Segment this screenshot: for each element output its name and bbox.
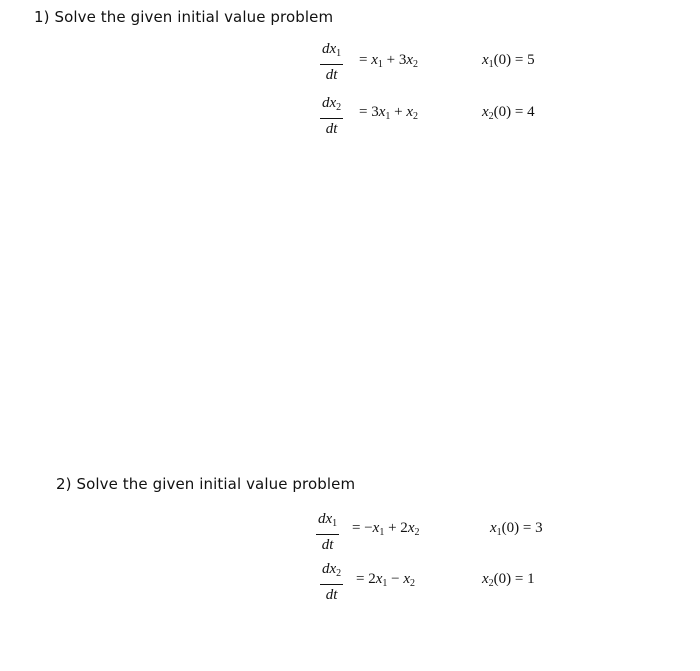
problem-2-title: 2) Solve the given initial value problem: [56, 475, 356, 493]
p1-eq1-initial-condition: $x_1(0) = 5$: [482, 52, 535, 70]
p2-eq1-rhs: = $-x_1 + 2x_2$: [352, 520, 420, 538]
p2-eq2-rhs: = $2x_1 - x_2$: [356, 571, 416, 589]
p1-eq1-den: dt: [325, 67, 338, 83]
p2-eq2-derivative: $dx_2$ dt: [322, 561, 342, 603]
p1-eq2-rhs: = $3x_1 + x_2$: [359, 104, 419, 122]
p2-eq1-initial-condition: $x_1(0) = 3$: [490, 520, 543, 538]
p1-eq2-derivative: $dx_2$ dt: [322, 95, 342, 137]
p1-eq1-num-sub: 1: [336, 48, 342, 59]
problem-1-title: 1) Solve the given initial value problem: [34, 8, 334, 26]
p2-eq2-initial-condition: $x_2(0) = 1$: [482, 571, 535, 589]
p1-eq1-num: dx: [322, 41, 337, 57]
p1-eq1-derivative: [320, 40, 343, 84]
p2-eq1-derivative: $dx_1$ dt: [318, 511, 338, 553]
p1-eq1-rhs: = $x_1 + 3x_2$: [359, 52, 419, 70]
p1-eq2-initial-condition: $x_2(0) = 4$: [482, 104, 535, 122]
